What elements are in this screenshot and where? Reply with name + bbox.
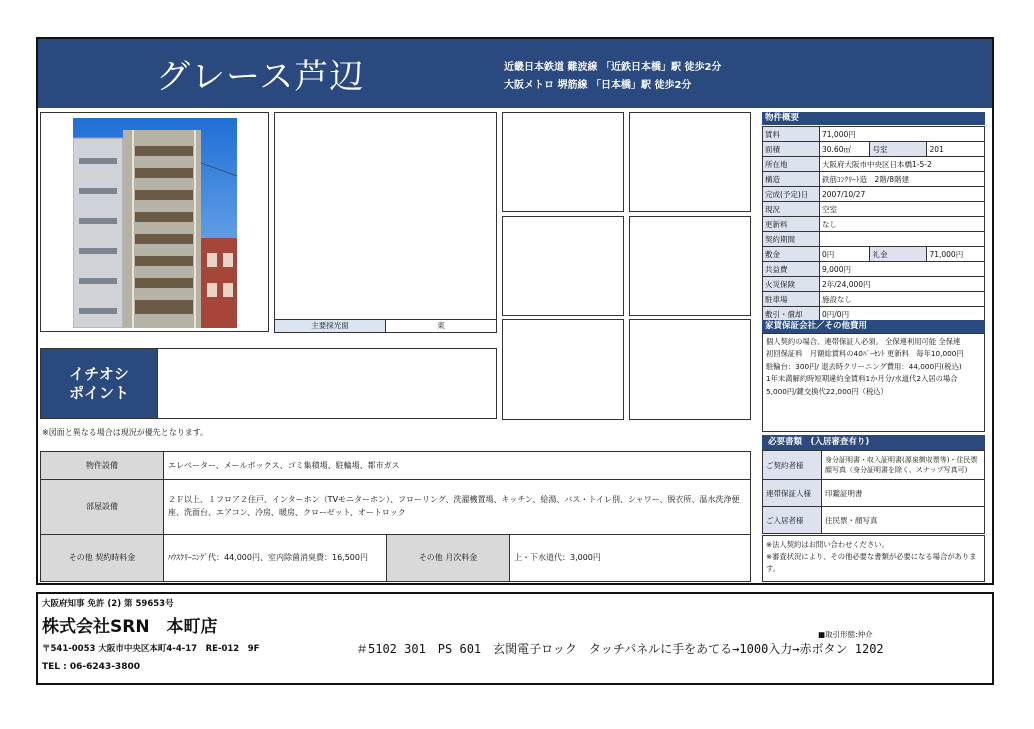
floor-plan-frame <box>274 112 497 320</box>
doc-value-guarantor: 印鑑証明書 <box>822 480 985 507</box>
documents-heading: 必要書類 (入居審査有り) <box>762 435 985 450</box>
overview-table <box>762 126 985 322</box>
amortization-label: 敷引・償却 <box>763 307 820 322</box>
parking-label: 駐車場 <box>763 292 820 307</box>
plan-note: ※図面と異なる場合は現況が優先となります。 <box>42 428 209 437</box>
documents-table <box>762 450 985 534</box>
area-label: 面積 <box>763 142 820 157</box>
orientation-value: 東 <box>437 321 445 330</box>
company-tel: TEL : 06-6243-3800 <box>42 662 140 672</box>
guarantee-line: 5,000円/鍵交換代22,000円（税込） <box>766 386 888 396</box>
access-line-2: 大阪メトロ 堺筋線 「日本橋」駅 徒歩2分 <box>504 80 692 91</box>
building-equipment-value: エレベーター、メールボックス、ゴミ集積場、駐輪場、都市ガス <box>164 452 751 480</box>
access-line-1: 近畿日本鉄道 難波線 「近鉄日本橋」駅 徒歩2分 <box>504 62 722 73</box>
company-name: 株式会社SRN 本町店 <box>42 617 218 637</box>
company-address: 〒541-0053 大阪市中央区本町4-4-17 RE-012 9F <box>42 644 260 654</box>
overview-heading: 物件概要 <box>762 112 985 125</box>
room-equipment-value: ２Ｆ以上、１フロア２住戸、インターホン（TVモニターホン）、フローリング、洗濯機置場、キッチン、給湯、バス・トイレ別、シャワー、脱衣所、温水洗浄便座、洗面台、エアコン、冷房、暖房、クローゼット、オートロック <box>164 480 751 534</box>
orientation-row <box>274 319 497 333</box>
fire-insurance-value: 2年/24,000円 <box>820 277 985 292</box>
initial-fee-value: ﾊｳｽｸﾘｰﾆﾝｸﾞ代：44,000円、室内除菌消臭費：16,500円 <box>164 534 387 581</box>
guarantee-heading: 家賃保証会社／その他費用 <box>762 320 985 333</box>
photo-slot-1 <box>502 112 624 212</box>
photo-slot-5 <box>502 319 624 420</box>
status-value: 空室 <box>820 202 985 217</box>
exterior-photo-frame <box>40 112 269 332</box>
built-date-value: 2007/10/27 <box>820 187 985 202</box>
building-exterior-photo <box>73 118 237 328</box>
renewal-fee-value: なし <box>820 217 985 232</box>
area-value: 30.60㎡ <box>820 142 870 157</box>
documents-notes <box>762 535 985 582</box>
photo-slot-6 <box>629 319 751 420</box>
contract-term-value <box>820 232 985 247</box>
recommend-text <box>157 348 497 419</box>
room-number-value: 201 <box>927 142 985 157</box>
photo-slot-3 <box>502 216 624 316</box>
deal-type: ■取引形態:仲介 <box>818 630 873 639</box>
property-title: グレース芦辺 <box>156 57 365 97</box>
rent-label: 賃料 <box>763 127 820 142</box>
guarantee-text <box>762 333 985 432</box>
status-label: 現況 <box>763 202 820 217</box>
documents-note-2: ※審査状況により、その他必要な書類が必要になる場合があります。 <box>766 552 977 573</box>
room-equipment-label: 部屋設備 <box>41 480 164 534</box>
structure-label: 構造 <box>763 172 820 187</box>
parking-value: 施設なし <box>820 292 985 307</box>
photo-slot-2 <box>629 112 751 212</box>
key-money-label: 礼金 <box>870 247 927 262</box>
common-fee-label: 共益費 <box>763 262 820 277</box>
structure-value: 鉄筋ｺﾝｸﾘｰﾄ造 2階/8階建 <box>820 172 985 187</box>
recommend-label-line-2: ポイント <box>68 384 129 402</box>
fire-insurance-label: 火災保険 <box>763 277 820 292</box>
orientation-label: 主要採光面 <box>275 320 386 332</box>
doc-label-contractor: ご契約者様 <box>763 451 822 480</box>
guarantee-line: 1年未満解約時短期違約金賃料1か月分/水道代2入居の場合 <box>766 374 958 384</box>
header-banner <box>38 39 992 108</box>
common-fee-value: 9,000円 <box>820 262 985 277</box>
equipment-table <box>40 451 751 582</box>
guarantee-line: 個人契約の場合、連帯保証人必須。 全保連利用可能 全保連 <box>766 337 961 346</box>
company-footer <box>36 592 994 685</box>
built-date-label: 完成(予定)日 <box>763 187 820 202</box>
monthly-fee-value: 上・下水道代：3,000円 <box>510 534 751 581</box>
doc-label-resident: ご入居者様 <box>763 507 822 534</box>
doc-value-resident: 住民票・顔写真 <box>822 507 985 534</box>
address-value: 大阪府大阪市中央区日本橋1-5-2 <box>820 157 985 172</box>
contract-term-label: 契約期間 <box>763 232 820 247</box>
deposit-value: 0円 <box>820 247 870 262</box>
photo-slot-4 <box>629 216 751 316</box>
renewal-fee-label: 更新料 <box>763 217 820 232</box>
recommend-label <box>40 348 158 419</box>
recommend-label-line-1: イチオシ <box>69 365 129 383</box>
key-money-value: 71,000円 <box>927 247 985 262</box>
initial-fee-label: その他 契約時料金 <box>41 534 164 581</box>
doc-value-contractor: 身分証明書・収入証明書(源泉徴収票等)・住民票 顔写真（身分証明書を除く、スナップ写真可) <box>822 451 985 480</box>
address-label: 所在地 <box>763 157 820 172</box>
license-number: 大阪府知事 免許 (2) 第 59653号 <box>42 599 174 609</box>
deposit-label: 敷金 <box>763 247 820 262</box>
building-equipment-label: 物件設備 <box>41 452 164 480</box>
doc-label-guarantor: 連帯保証人様 <box>763 480 822 507</box>
access-memo: ＃5102 301 PS 601 玄関電子ロック タッチパネルに手をあてる→1000入力→赤ボタン 1202 <box>356 642 884 656</box>
room-number-label: 号室 <box>870 142 927 157</box>
guarantee-line: 初回保証料 月額総賃料の40ﾊﾟｰｾﾝﾄ 更新料 毎年10,000円 <box>766 349 964 359</box>
guarantee-line: 駐輪台：300円/ 退去時クリーニング費用：44,000円(税込) <box>766 361 962 371</box>
amortization-value: 0円/0円 <box>820 307 985 322</box>
documents-note-1: ※法人契約はお問い合わせください。 <box>766 540 889 549</box>
monthly-fee-label: その他 月次料金 <box>387 534 510 581</box>
rent-value: 71,000円 <box>820 127 985 142</box>
